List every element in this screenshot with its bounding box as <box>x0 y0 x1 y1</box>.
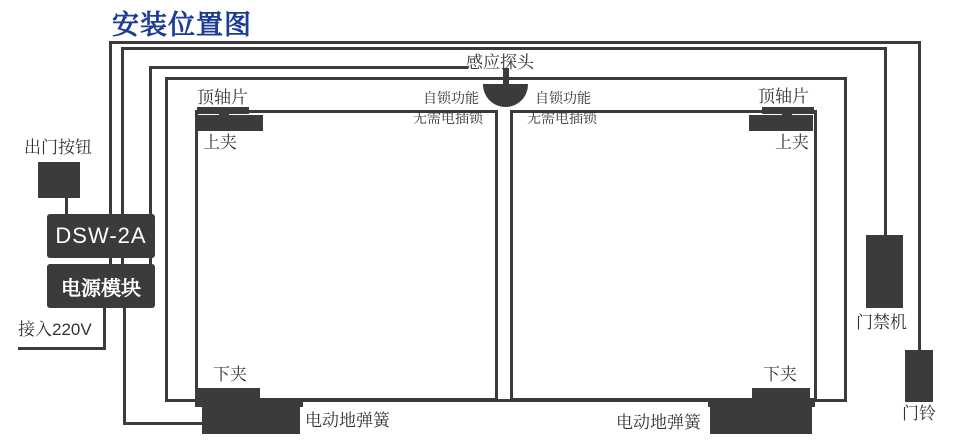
power-module-box: 电源模块 <box>47 264 155 308</box>
wire-access-right <box>884 47 887 237</box>
top-clamp-right-label: 上夹 <box>775 133 809 152</box>
access-control-label: 门禁机 <box>856 313 907 332</box>
self-lock-right-label: 自锁功能 <box>535 90 591 106</box>
doorbell-label: 门铃 <box>902 404 936 423</box>
exit-button-label: 出门按钮 <box>24 138 92 157</box>
floor-spring-wire-v <box>123 308 126 425</box>
wire-doorbell-right <box>918 41 921 351</box>
sensor-probe-label: 感应探头 <box>466 53 534 72</box>
floor-spring-right-label: 电动地弹簧 <box>616 413 701 432</box>
power-input-wire-v <box>103 308 106 350</box>
top-pivot-right-label: 顶轴片 <box>758 87 809 106</box>
door-panel-left <box>195 110 498 401</box>
self-lock-left-label: 自锁功能 <box>423 90 479 106</box>
diagram-title: 安装位置图 <box>112 10 252 40</box>
floor-spring-right <box>710 407 812 434</box>
top-clamp-left-label: 上夹 <box>203 133 237 152</box>
floor-spring-left-lip <box>195 400 303 407</box>
floor-spring-right-lip <box>708 400 815 407</box>
floor-spring-left <box>202 407 300 434</box>
access-control-box <box>866 235 903 308</box>
exit-button-box <box>38 162 80 198</box>
bottom-clamp-right-label: 下夹 <box>763 365 797 384</box>
bottom-clamp-left-label: 下夹 <box>213 365 247 384</box>
floor-spring-wire-h <box>123 422 208 425</box>
exit-button-wire <box>65 196 68 214</box>
wire-access-top <box>121 47 887 50</box>
no-bolt-right-label: 无需电插锁 <box>527 110 597 126</box>
top-pivot-left-label: 顶轴片 <box>197 88 248 107</box>
floor-spring-left-label: 电动地弹簧 <box>305 411 390 430</box>
doorbell-box <box>905 350 933 402</box>
wire-doorbell-top <box>109 41 921 44</box>
top-clamp-right <box>749 115 813 131</box>
top-clamp-left <box>197 115 263 131</box>
power-input-wire-h <box>18 347 106 350</box>
door-panel-right <box>510 110 817 401</box>
power-input-label: 接入220V <box>18 320 92 339</box>
no-bolt-left-label: 无需电插锁 <box>413 110 483 126</box>
controller-box: DSW-2A <box>47 214 155 258</box>
wire-sensor-top <box>149 66 468 69</box>
